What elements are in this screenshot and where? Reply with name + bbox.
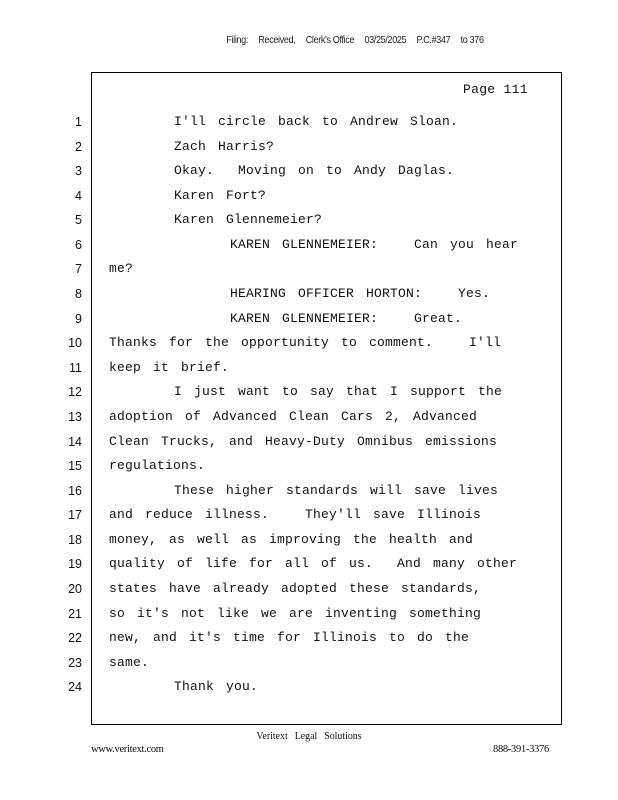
transcript-line: and reduce illness. They'll save Illinois (109, 507, 482, 522)
transcript-line: regulations. (109, 458, 206, 473)
line-number: 19 (68, 557, 82, 571)
transcript-line: HEARING OFFICER HORTON: Yes. (230, 286, 491, 301)
transcript-line: I just want to say that I support the (174, 384, 503, 399)
line-number: 16 (68, 484, 82, 498)
pc-number: P.C.#347 (416, 34, 451, 46)
line-number: 8 (75, 287, 82, 301)
line-number: 7 (75, 262, 82, 276)
line-number: 10 (68, 336, 82, 350)
transcript-line: quality of life for all of us. And many other (109, 556, 518, 571)
transcript-line: new, and it's time for Illinois to do the (109, 630, 470, 645)
filing-date: 03/25/2025 (364, 34, 407, 46)
line-number: 1 (75, 115, 82, 129)
pc-range: to 376 (460, 34, 484, 46)
transcript-line: states have already adopted these standards, (109, 581, 482, 596)
line-number: 20 (68, 582, 82, 596)
transcript-line: Karen Glennemeier? (174, 212, 323, 227)
line-number: 11 (69, 361, 82, 375)
filing-stamp (222, 22, 494, 46)
transcript-line: so it's not like we are inventing something (109, 606, 482, 621)
transcript-line: Clean Trucks, and Heavy-Duty Omnibus emissions (109, 434, 498, 449)
transcript-line: KAREN GLENNEMEIER: Great. (230, 311, 463, 326)
transcript-line: Okay. Moving on to Andy Daglas. (174, 163, 455, 178)
line-number: 12 (68, 385, 82, 399)
line-number: 14 (68, 435, 82, 449)
received-label: Received, (258, 34, 296, 46)
line-number: 22 (68, 631, 82, 645)
line-number: 13 (68, 410, 82, 424)
transcript-line: Zach Harris? (174, 139, 275, 154)
line-number: 17 (68, 508, 82, 522)
line-number: 9 (75, 312, 82, 326)
footer-website: www.veritext.com (91, 744, 164, 755)
transcript-line: me? (109, 261, 134, 276)
transcript-line: I'll circle back to Andrew Sloan. (174, 114, 459, 129)
line-number: 21 (68, 607, 82, 621)
clerks-office-label: Clerk's Office (305, 34, 355, 46)
line-number: 4 (75, 189, 82, 203)
line-number: 6 (75, 238, 82, 252)
transcript-line: adoption of Advanced Clean Cars 2, Advanced (109, 409, 478, 424)
transcript-line: Karen Fort? (174, 188, 267, 203)
line-number: 15 (68, 459, 82, 473)
line-number: 24 (68, 680, 82, 694)
line-number: 23 (68, 656, 82, 670)
page-number: Page 111 (463, 82, 528, 97)
transcript-line: same. (109, 655, 150, 670)
line-number: 2 (75, 140, 82, 154)
line-number: 5 (75, 213, 82, 227)
transcript-line: Thank you. (174, 679, 259, 694)
transcript-line: keep it brief. (109, 360, 230, 375)
transcript-line: money, as well as improving the health and (109, 532, 474, 547)
transcript-line: KAREN GLENNEMEIER: Can you hear (230, 237, 519, 252)
filing-label: Filing: (226, 34, 249, 46)
transcript-line: Thanks for the opportunity to comment. I'll (109, 335, 502, 350)
line-number: 18 (68, 533, 82, 547)
footer-company: Veritext Legal Solutions (256, 730, 362, 742)
transcript-line: These higher standards will save lives (174, 483, 499, 498)
footer-phone: 888-391-3376 (493, 744, 549, 755)
line-number: 3 (75, 164, 82, 178)
